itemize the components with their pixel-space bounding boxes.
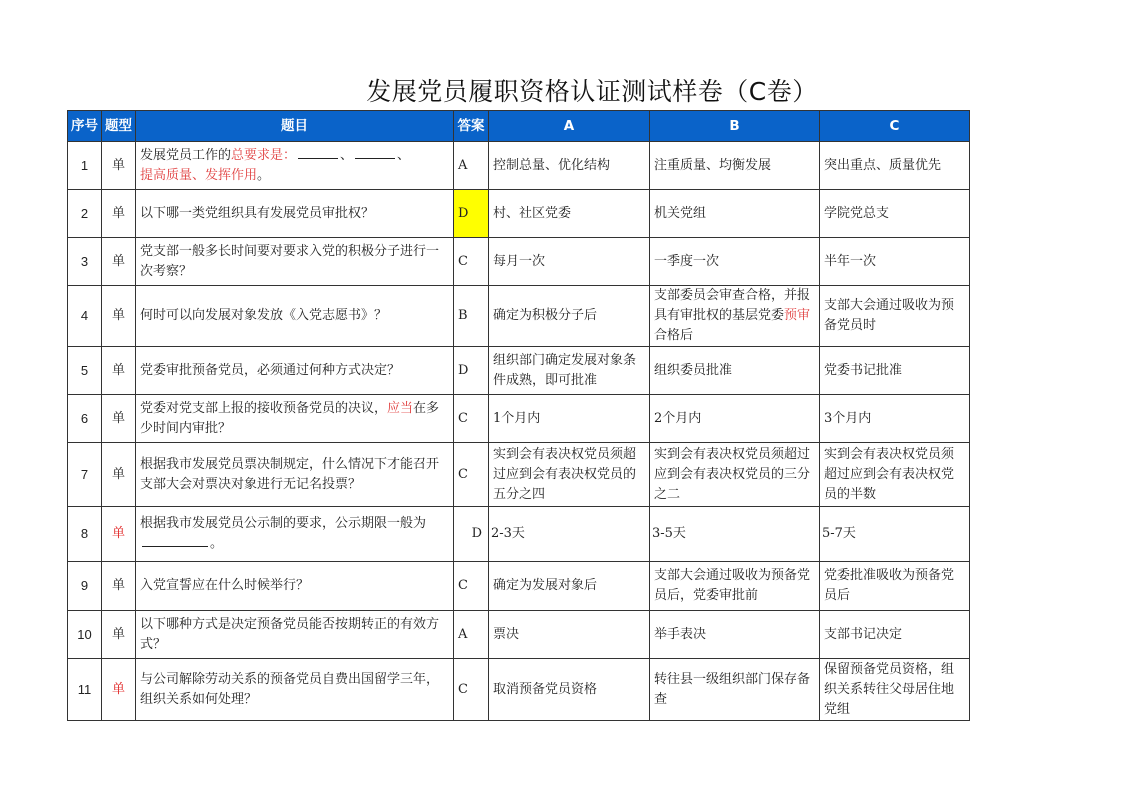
table-row	[68, 443, 970, 507]
row-number: 11	[68, 659, 102, 721]
page-title: 发展党员履职资格认证测试样卷（C卷）	[366, 77, 818, 106]
option-b-cell: 实到会有表决权党员须超过应到会有表决权党员的三分之二	[650, 443, 820, 507]
table-row	[68, 659, 970, 721]
row-type: 单	[102, 142, 136, 190]
option-b-cell: 举手表决	[650, 611, 820, 659]
question-cell: 发展党员工作的总要求是： 、 、 提高质量、发挥作用。	[136, 142, 454, 190]
option-c-cell: 党委批准吸收为预备党员后	[820, 562, 970, 611]
row-number: 7	[68, 443, 102, 507]
question-cell: 以下哪种方式是决定预备党员能否按期转正的有效方式？	[136, 611, 454, 659]
row-type: 单	[102, 347, 136, 395]
option-c-cell: 党委书记批准	[820, 347, 970, 395]
option-b-cell: 注重质量、均衡发展	[650, 142, 820, 190]
option-b-cell: 机关党组	[650, 190, 820, 238]
option-a-cell: 取消预备党员资格	[489, 659, 650, 721]
row-type: 单	[102, 238, 136, 286]
option-b-cell: 组织委员批准	[650, 347, 820, 395]
header-b: B	[650, 111, 820, 142]
row-number: 10	[68, 611, 102, 659]
question-cell: 党委审批预备党员，必须通过何种方式决定？	[136, 347, 454, 395]
option-c-cell: 5-7天	[820, 507, 970, 562]
option-c-cell: 保留预备党员资格，组织关系转往父母居住地党组	[820, 659, 970, 721]
question-cell: 党委对党支部上报的接收预备党员的决议，应当在多少时间内审批？	[136, 395, 454, 443]
row-type: 单	[102, 190, 136, 238]
row-type: 单	[102, 611, 136, 659]
header-a: A	[489, 111, 650, 142]
answer-cell: D	[454, 507, 489, 562]
question-cell: 党支部一般多长时间要对要求入党的积极分子进行一次考察？	[136, 238, 454, 286]
answer-cell: C	[454, 562, 489, 611]
option-a-cell: 每月一次	[489, 238, 650, 286]
answer-cell: C	[454, 238, 489, 286]
row-number: 9	[68, 562, 102, 611]
option-a-cell: 控制总量、优化结构	[489, 142, 650, 190]
row-number: 4	[68, 286, 102, 347]
answer-cell: C	[454, 395, 489, 443]
question-table	[67, 110, 970, 721]
option-a-cell: 村、社区党委	[489, 190, 650, 238]
option-b-cell: 2个月内	[650, 395, 820, 443]
row-type: 单	[102, 286, 136, 347]
row-number: 5	[68, 347, 102, 395]
option-a-cell: 实到会有表决权党员须超过应到会有表决权党员的五分之四	[489, 443, 650, 507]
table-row	[68, 347, 970, 395]
option-b-cell: 支部大会通过吸收为预备党员后，党委审批前	[650, 562, 820, 611]
row-number: 2	[68, 190, 102, 238]
option-a-cell: 票决	[489, 611, 650, 659]
answer-cell: B	[454, 286, 489, 347]
option-b-cell: 转往县一级组织部门保存备查	[650, 659, 820, 721]
option-c-cell: 学院党总支	[820, 190, 970, 238]
row-type: 单	[102, 443, 136, 507]
option-b-cell: 一季度一次	[650, 238, 820, 286]
answer-cell: C	[454, 659, 489, 721]
table-row	[68, 286, 970, 347]
question-cell: 以下哪一类党组织具有发展党员审批权？	[136, 190, 454, 238]
option-a-cell: 2-3天	[489, 507, 650, 562]
option-b-cell: 支部委员会审查合格，并报具有审批权的基层党委预审合格后	[650, 286, 820, 347]
row-number: 8	[68, 507, 102, 562]
option-c-cell: 半年一次	[820, 238, 970, 286]
row-type: 单	[102, 395, 136, 443]
table-row	[68, 507, 970, 562]
header-no: 序号	[68, 111, 102, 142]
row-type: 单	[102, 562, 136, 611]
table-row	[68, 611, 970, 659]
table-row	[68, 238, 970, 286]
answer-cell-highlighted: D	[454, 190, 489, 238]
question-cell: 根据我市发展党员票决制规定，什么情况下才能召开支部大会对票决对象进行无记名投票？	[136, 443, 454, 507]
table-row	[68, 395, 970, 443]
question-cell: 何时可以向发展对象发放《入党志愿书》？	[136, 286, 454, 347]
option-c-cell: 3个月内	[820, 395, 970, 443]
option-a-cell: 组织部门确定发展对象条件成熟，即可批准	[489, 347, 650, 395]
option-a-cell: 确定为发展对象后	[489, 562, 650, 611]
row-type: 单	[102, 659, 136, 721]
answer-cell: A	[454, 611, 489, 659]
answer-cell: C	[454, 443, 489, 507]
table-row	[68, 562, 970, 611]
header-answer: 答案	[454, 111, 489, 142]
option-c-cell: 支部大会通过吸收为预备党员时	[820, 286, 970, 347]
answer-cell: A	[454, 142, 489, 190]
header-question: 题目	[136, 111, 454, 142]
option-c-cell: 支部书记决定	[820, 611, 970, 659]
option-a-cell: 确定为积极分子后	[489, 286, 650, 347]
question-cell: 入党宣誓应在什么时候举行？	[136, 562, 454, 611]
table-row	[68, 142, 970, 190]
question-cell: 根据我市发展党员公示制的要求，公示期限一般为 。	[136, 507, 454, 562]
option-b-cell: 3-5天	[650, 507, 820, 562]
table-row	[68, 190, 970, 238]
row-number: 3	[68, 238, 102, 286]
option-a-cell: 1个月内	[489, 395, 650, 443]
header-type: 题型	[102, 111, 136, 142]
question-cell: 与公司解除劳动关系的预备党员自费出国留学三年，组织关系如何处理？	[136, 659, 454, 721]
answer-cell: D	[454, 347, 489, 395]
option-c-cell: 突出重点、质量优先	[820, 142, 970, 190]
header-c: C	[820, 111, 970, 142]
row-number: 6	[68, 395, 102, 443]
header-row	[68, 111, 970, 142]
option-c-cell: 实到会有表决权党员须超过应到会有表决权党员的半数	[820, 443, 970, 507]
row-number: 1	[68, 142, 102, 190]
row-type: 单	[102, 507, 136, 562]
